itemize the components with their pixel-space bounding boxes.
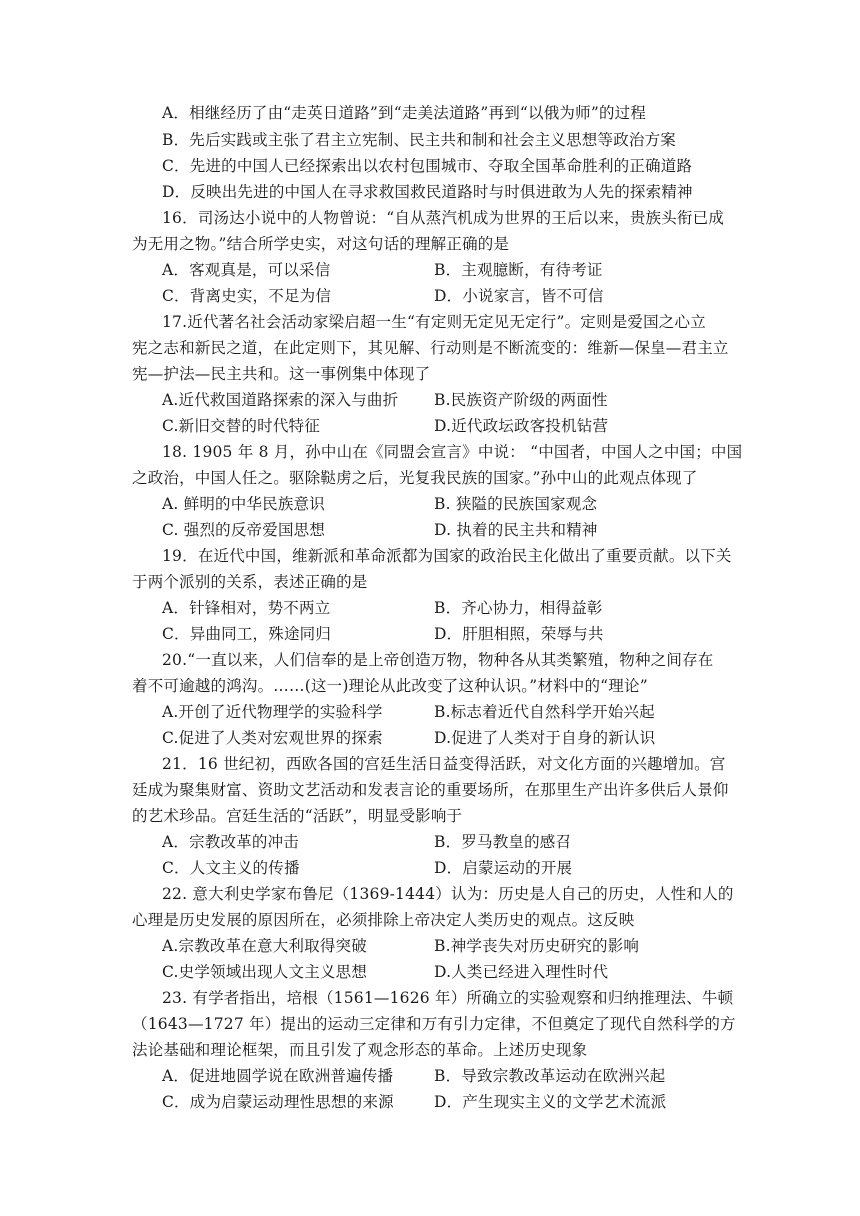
q23-stem-line: （1643—1727 年）提出的运动三定律和万有引力定律，不但奠定了现代自然科学的方 xyxy=(132,1015,736,1033)
q20-option-c: C.促进了人类对宏观世界的探索 xyxy=(162,729,383,747)
q18-option-d: D. 执着的民主共和精神 xyxy=(434,521,598,539)
q17-option-a: A.近代救国道路探索的深入与曲折 xyxy=(162,391,399,409)
q18-stem-line: 之政治，中国人任之。驱除鞑虏之后，光复我民族的国家。”孙中山的此观点体现了 xyxy=(132,469,698,487)
q22-stem-line: 22. 意大利史学家布鲁尼（1369-1444）认为：历史是人自己的历史，人性和人的 xyxy=(162,885,734,903)
q16-option-a: A．客观真是，可以采信 xyxy=(162,261,331,279)
q23-option-b: B．导致宗教改革运动在欧洲兴起 xyxy=(434,1067,666,1085)
q22-option-b: B.神学丧失对历史研究的影响 xyxy=(434,937,640,955)
q16-option-d: D．小说家言，皆不可信 xyxy=(434,287,604,305)
q19-option-a: A．针锋相对，势不两立 xyxy=(162,599,331,617)
q20-option-a: A.开创了近代物理学的实验科学 xyxy=(162,703,383,721)
q15-option-d: D．反映出先进的中国人在寻求救国救民道路时与时俱进敢为人先的探索精神 xyxy=(162,183,693,201)
q21-option-d: D．启蒙运动的开展 xyxy=(434,859,573,877)
q15-option-a: A．相继经历了由“走英日道路”到“走美法道路”再到“以俄为师”的过程 xyxy=(162,104,647,122)
q16-option-c: C．背离史实，不足为信 xyxy=(162,287,332,305)
q18-stem-line: 18. 1905 年 8 月，孙中山在《同盟会宣言》中说： “中国者，中国人之中国；中国 xyxy=(162,443,743,461)
q23-stem-line: 23. 有学者指出，培根（1561—1626 年）所确立的实验观察和归纳推理法、牛顿 xyxy=(162,989,734,1007)
q19-stem-line: 于两个派别的关系，表述正确的是 xyxy=(132,573,368,591)
q23-stem-line: 法论基础和理论框架，而且引发了观念形态的革命。上述历史现象 xyxy=(132,1041,588,1059)
q20-option-d: D.促进了人类对于自身的新认识 xyxy=(434,729,656,747)
q19-option-d: D．肝胆相照，荣辱与共 xyxy=(434,625,604,643)
q20-stem-line: 20.“一直以来，人们信奉的是上帝创造万物，物种各从其类繁殖，物种之间存在 xyxy=(162,651,714,669)
q17-option-d: D.近代政坛政客投机钻营 xyxy=(434,417,609,435)
q22-option-a: A.宗教改革在意大利取得突破 xyxy=(162,937,367,955)
q16-option-b: B．主观臆断，有待考证 xyxy=(434,261,603,279)
q18-option-c: C. 强烈的反帝爱国思想 xyxy=(162,521,326,539)
q23-option-d: D．产生现实主义的文学艺术流派 xyxy=(434,1093,667,1111)
q15-option-b: B．先后实践或主张了君主立宪制、民主共和制和社会主义思想等政治方案 xyxy=(162,131,676,149)
q23-option-a: A．促进地圆学说在欧洲普遍传播 xyxy=(162,1067,394,1085)
q20-option-b: B.标志着近代自然科学开始兴起 xyxy=(434,703,655,721)
q19-stem-line: 19．在近代中国，维新派和革命派都为国家的政治民主化做出了重要贡献。以下关 xyxy=(162,547,732,565)
q18-option-a: A. 鲜明的中华民族意识 xyxy=(162,495,325,513)
q15-option-c: C．先进的中国人已经探索出以农村包围城市、夺取全国革命胜利的正确道路 xyxy=(162,157,693,175)
q17-stem-line: 宪—护法—民主共和。这一事例集中体现了 xyxy=(132,365,431,383)
q21-option-a: A．宗教改革的冲击 xyxy=(162,833,299,851)
q20-stem-line: 着不可逾越的鸿沟。……(这一)理论从此改变了这种认识。”材料中的“理论” xyxy=(132,677,648,695)
q17-stem-line: 17.近代著名社会活动家梁启超一生“有定则无定见无定行”。定则是爱国之心立 xyxy=(162,313,706,331)
q17-option-c: C.新旧交替的时代特征 xyxy=(162,417,320,435)
q21-stem-line: 的艺术珍品。宫廷生活的“活跃”，明显受影响于 xyxy=(132,807,463,825)
q16-stem-line: 为无用之物。”结合所学史实，对这句话的理解正确的是 xyxy=(132,235,510,253)
q23-option-c: C．成为启蒙运动理性思想的来源 xyxy=(162,1093,394,1111)
q21-stem-line: 廷成为聚集财富、资助文艺活动和发表言论的重要场所，在那里生产出许多供后人景仰 xyxy=(132,781,729,799)
q16-stem-line: 16．司汤达小说中的人物曾说：“自从蒸汽机成为世界的王后以来，贵族头衔已成 xyxy=(162,209,725,227)
q22-stem-line: 心理是历史发展的原因所在，必须排除上帝决定人类历史的观点。这反映 xyxy=(132,911,635,929)
q21-stem-line: 21．16 世纪初，西欧各国的宫廷生活日益变得活跃，对文化方面的兴趣增加。宫 xyxy=(162,755,726,773)
q19-option-b: B．齐心协力，相得益彰 xyxy=(434,599,603,617)
q22-option-c: C.史学领域出现人文主义思想 xyxy=(162,963,368,981)
q22-option-d: D.人类已经进入理性时代 xyxy=(434,963,609,981)
q18-option-b: B. 狭隘的民族国家观念 xyxy=(434,495,598,513)
q21-option-c: C．人文主义的传播 xyxy=(162,859,300,877)
q17-stem-line: 宪之志和新民之道，在此定则下，其见解、行动则是不断流变的：维新—保皇—君主立 xyxy=(132,339,729,357)
q21-option-b: B．罗马教皇的感召 xyxy=(434,833,572,851)
q19-option-c: C．异曲同工，殊途同归 xyxy=(162,625,332,643)
q17-option-b: B.民族资产阶级的两面性 xyxy=(434,391,608,409)
